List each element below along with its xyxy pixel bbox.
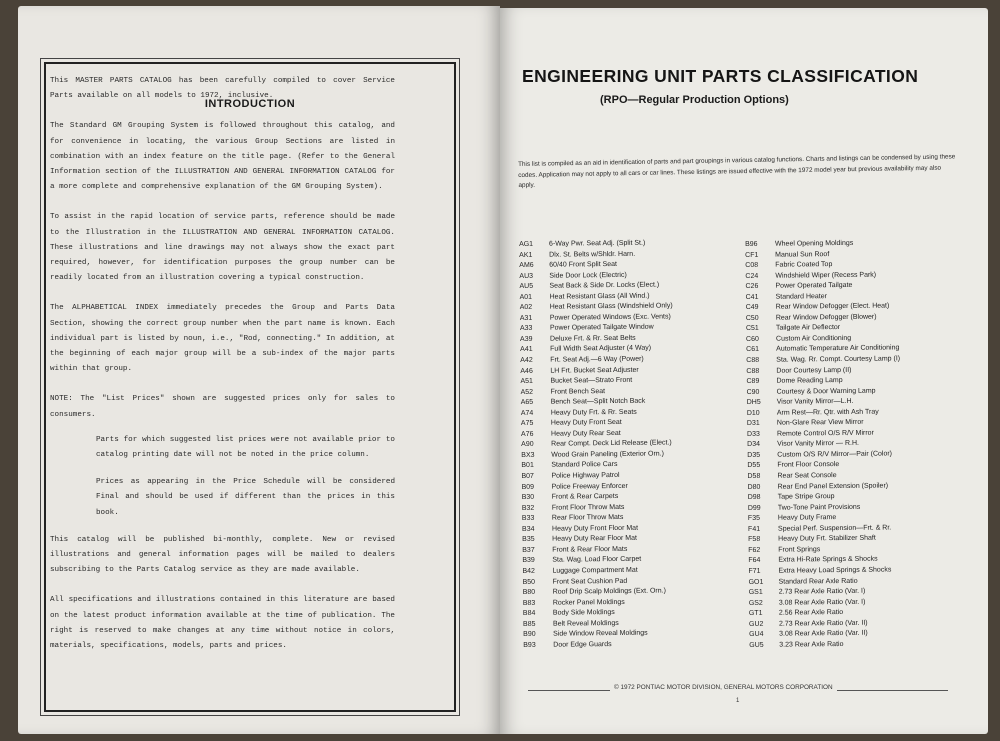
- rpo-description: Door Edge Guards: [553, 640, 612, 649]
- intro-paragraph: The ALPHABETICAL INDEX immediately precedes the Group and Parts Data Section, showing the correct group number when the part name is known. Each individual part is listed by noun, i.e., "Rod, connecting." In addition, at the beginning of each major group will be a sub-index of the major parts within that group.: [50, 304, 395, 374]
- rpo-description: Heavy Duty Frame: [777, 514, 837, 522]
- rpo-description: Front Seat Cushion Pad: [552, 577, 628, 586]
- intro-paragraph: This catalog will be published bi-monthly, complete. New or revised illustrations and general information pages will be mailed to dealers subscribing to the Parts Catalog service as they are made available.: [50, 535, 395, 575]
- note-detail: Prices as appearing in the Price Schedule will be considered Final and should be used if different than the prices in this book.: [96, 478, 395, 517]
- rpo-code: A46: [520, 367, 533, 375]
- rpo-description: Dome Reading Lamp: [776, 377, 843, 385]
- rpo-description: Power Operated Windows (Exc. Vents): [549, 313, 671, 322]
- rpo-code: C08: [745, 261, 759, 270]
- copyright-footer: © 1972 PONTIAC MOTOR DIVISION, GENERAL MOTORS CORPORATION: [610, 684, 837, 691]
- rpo-code: B85: [522, 620, 536, 628]
- rpo-description: Front Floor Console: [777, 461, 840, 470]
- introduction-text: [50, 74, 395, 669]
- rpo-description: Body Side Moldings: [552, 609, 615, 617]
- rpo-description: Wheel Opening Moldings: [775, 239, 854, 248]
- rpo-code: C51: [745, 325, 759, 333]
- rpo-code: AM6: [519, 261, 534, 270]
- rpo-description: Front & Rear Floor Mats: [552, 545, 628, 554]
- rpo-code: A65: [520, 399, 534, 407]
- rpo-description: LH Frt. Bucket Seat Adjuster: [550, 366, 639, 375]
- rpo-description: Heat Resistant Glass (All Wind.): [549, 292, 650, 301]
- rpo-description: Tailgate Air Deflector: [775, 324, 841, 333]
- rpo-code: C41: [745, 293, 759, 301]
- rpo-code: A90: [521, 441, 534, 449]
- rpo-description: Extra Heavy Load Springs & Shocks: [778, 566, 892, 575]
- rpo-code: F35: [747, 515, 761, 523]
- rpo-code: A74: [520, 409, 534, 417]
- rpo-code: A02: [519, 304, 533, 312]
- rpo-code: B35: [522, 536, 535, 544]
- rpo-description: Rear Window Defogger (Blower): [775, 313, 877, 322]
- rpo-description: Belt Reveal Moldings: [552, 619, 619, 628]
- rpo-code: C26: [745, 283, 759, 291]
- rpo-description: Sta. Wag. Rr. Compt. Courtesy Lamp (I): [776, 355, 901, 364]
- rpo-description: Police Freeway Enforcer: [551, 482, 628, 491]
- rpo-code: F64: [748, 557, 761, 565]
- rpo-description: Front Springs: [778, 546, 821, 554]
- rpo-description: Front Bench Seat: [550, 387, 606, 396]
- rpo-code: B01: [521, 462, 534, 470]
- rpo-description: 2.73 Rear Axle Ratio (Var. I): [778, 587, 866, 596]
- rpo-code: B39: [522, 557, 535, 565]
- intro-paragraph: This MASTER PARTS CATALOG has been carefully compiled to cover Service Parts available on all models to 1972, inclusive.: [50, 77, 395, 101]
- rpo-code: A31: [519, 314, 533, 322]
- rpo-description: Heat Resistant Glass (Windshield Only): [549, 302, 673, 311]
- rpo-description: 2.56 Rear Axle Ratio: [778, 609, 844, 617]
- rpo-description: Bucket Seat—Strato Front: [550, 376, 633, 385]
- rpo-code: A75: [520, 420, 534, 428]
- rpo-description: Side Door Lock (Electric): [549, 271, 627, 280]
- rpo-code: C50: [745, 314, 759, 322]
- rpo-description: Non-Glare Rear View Mirror: [776, 419, 864, 427]
- rpo-description: 3.08 Rear Axle Ratio (Var. I): [778, 598, 866, 607]
- rpo-code: D10: [746, 409, 760, 417]
- rpo-description: Side Window Reveal Moldings: [553, 629, 648, 638]
- rpo-code: B90: [523, 631, 536, 639]
- rpo-description: Standard Police Cars: [551, 461, 618, 470]
- rpo-code: C88: [746, 356, 760, 365]
- rpo-description: Standard Rear Axle Ratio: [778, 577, 858, 586]
- rpo-code: D55: [747, 462, 761, 470]
- rpo-code: B37: [522, 546, 535, 554]
- rpo-code: C89: [746, 377, 760, 386]
- rpo-description: Heavy Duty Rear Seat: [550, 429, 621, 438]
- rpo-code: B07: [521, 472, 534, 481]
- rpo-code: B33: [521, 515, 535, 523]
- rpo-code: C60: [746, 335, 759, 343]
- rpo-description: Door Courtesy Lamp (II): [776, 366, 852, 375]
- rpo-description: Custom O/S R/V Mirror—Pair (Color): [777, 450, 893, 459]
- rpo-code: B83: [522, 599, 536, 607]
- rpo-code: B42: [522, 567, 535, 575]
- rpo-description: Heavy Duty Frt. & Rr. Seats: [550, 408, 637, 417]
- rpo-description: Rear Seat Console: [777, 472, 837, 480]
- rpo-description: 3.23 Rear Axle Ratio: [779, 640, 844, 649]
- rpo-description: 2.73 Rear Axle Ratio (Var. II): [778, 619, 868, 628]
- parts-list-column-2: [745, 238, 969, 652]
- rpo-description: Deluxe Frt. & Rr. Seat Belts: [550, 334, 636, 343]
- rpo-description: Bench Seat—Split Notch Back: [550, 397, 646, 406]
- rpo-code: BX3: [521, 451, 535, 459]
- rpo-code: F41: [747, 525, 761, 533]
- rpo-description: Special Perf. Suspension—Frt. & Rr.: [777, 524, 892, 533]
- introduction-title: INTRODUCTION: [204, 98, 296, 110]
- rpo-code: GS1: [748, 588, 763, 597]
- rpo-description: Visor Vanity Mirror — R.H.: [777, 440, 859, 449]
- rpo-description: Luggage Compartment Mat: [552, 566, 638, 575]
- rpo-description: 6-Way Pwr. Seat Adj. (Split St.): [549, 239, 646, 248]
- rpo-description: Heavy Duty Frt. Stabilizer Shaft: [778, 534, 876, 543]
- intro-paragraph: The Standard GM Grouping System is followed throughout this catalog, and for convenience in locating, the various Group Sections are listed in combination with an index feature on the title page. (Refer to the General Information section of the ILLUSTRATION AND GENERAL INFORMATION CATALOG for a more complete and comprehensive explanation of the GM Grouping System).: [50, 122, 395, 192]
- rpo-code: D34: [747, 441, 761, 449]
- rpo-description: Remote Control O/S R/V Mirror: [776, 429, 874, 438]
- rpo-code: B09: [521, 483, 535, 491]
- list-prices-note: NOTE: The "List Prices" shown are suggested prices only for sales to consumers.: [50, 395, 395, 419]
- rpo-description: Extra Hi-Rate Springs & Shocks: [778, 556, 878, 565]
- rpo-description: Roof Drip Scalp Moldings (Ext. Orn.): [552, 587, 666, 596]
- rpo-description: Rocker Panel Moldings: [552, 598, 625, 607]
- rpo-code: AK1: [519, 251, 533, 259]
- rpo-code: GU4: [749, 631, 764, 639]
- rpo-code: DH5: [746, 399, 761, 407]
- rpo-description: Heavy Duty Rear Floor Mat: [552, 535, 637, 543]
- rpo-description: Rear Window Defogger (Elect. Heat): [775, 302, 890, 311]
- rpo-code: GU2: [748, 620, 764, 628]
- rpo-code: A76: [520, 430, 534, 438]
- rpo-description: Rear End Panel Extension (Spoiler): [777, 482, 889, 491]
- rpo-description: Full Width Seat Adjuster (4 Way): [550, 345, 652, 354]
- rpo-code: D33: [746, 430, 760, 438]
- rpo-code: A52: [520, 388, 534, 396]
- rpo-description: Standard Heater: [775, 292, 828, 301]
- rpo-description: Front & Rear Carpets: [551, 493, 619, 501]
- rpo-code: C61: [746, 346, 760, 354]
- rpo-description: Visor Vanity Mirror—L.H.: [776, 398, 854, 406]
- rpo-code: B30: [521, 493, 535, 502]
- rpo-code: A41: [520, 346, 533, 354]
- rpo-code: GU5: [749, 641, 764, 649]
- rpo-code: CF1: [745, 251, 759, 259]
- rpo-code: A51: [520, 377, 533, 386]
- rpo-code: A39: [520, 335, 533, 343]
- intro-paragraph: To assist in the rapid location of service parts, reference should be made to the Illustration in the ILLUSTRATION AND GENERAL INFORMATION CATALOG. These illustrations and line drawings may not always show the exact part required, however, for identification purposes the group number can be readily located from an illustration covering a typical construction.: [50, 213, 395, 283]
- rpo-code: B84: [522, 609, 536, 618]
- rpo-code: AU5: [519, 283, 534, 291]
- rpo-description: Two-Tone Paint Provisions: [777, 503, 861, 512]
- page-number: 1: [736, 698, 740, 704]
- rpo-code: B93: [523, 641, 536, 649]
- rpo-code: B80: [522, 588, 536, 597]
- rpo-code: A01: [519, 293, 533, 301]
- rpo-code: AU3: [519, 272, 534, 280]
- rpo-code: D99: [747, 504, 761, 512]
- rpo-code: D58: [747, 472, 761, 481]
- rpo-code: C49: [745, 304, 759, 312]
- rpo-description: Dlx. St. Belts w/Shldr. Harn.: [549, 250, 636, 259]
- rpo-description: Windshield Wiper (Recess Park): [775, 271, 877, 280]
- parts-list-column-1: [519, 238, 758, 652]
- rpo-code: GS2: [748, 599, 763, 607]
- rpo-description: 60/40 Front Split Seat: [549, 261, 618, 269]
- rpo-description: Police Highway Patrol: [551, 471, 620, 480]
- engineering-subtitle: (RPO—Regular Production Options): [600, 94, 789, 106]
- rpo-description: Rear Compt. Deck Lid Release (Elect.): [551, 439, 672, 449]
- rpo-code: D31: [746, 420, 760, 428]
- engineering-description: This list is compiled as an aid in identification of parts and part groupings in various catalog functions. Charts and listings can be condensed by using these codes. Application may not apply to all cars or car lines. These listings are issued effective with the 1972 model year but previous availability may also apply.: [518, 153, 956, 189]
- rpo-description: Heavy Duty Front Seat: [550, 419, 622, 427]
- rpo-description: Manual Sun Roof: [775, 250, 830, 259]
- note-detail: Parts for which suggested list prices were not available prior to catalog printing date will not be noted in the price column.: [96, 435, 395, 460]
- rpo-description: 3.08 Rear Axle Ratio (Var. II): [779, 629, 868, 638]
- rpo-code: C24: [745, 272, 759, 280]
- rpo-description: Wood Grain Paneling (Exterior Orn.): [551, 450, 664, 459]
- rpo-code: C88: [746, 367, 760, 375]
- rpo-description: Fabric Coated Top: [775, 261, 833, 269]
- rpo-code: GT1: [748, 609, 763, 618]
- rpo-description: Automatic Temperature Air Conditioning: [776, 344, 900, 354]
- rpo-code: F62: [748, 546, 761, 554]
- rpo-code: D35: [747, 451, 761, 459]
- rpo-code: F71: [748, 567, 761, 575]
- rpo-code: B50: [522, 578, 536, 586]
- rpo-description: Tape Stripe Group: [777, 493, 835, 501]
- rpo-description: Courtesy & Door Warning Lamp: [776, 387, 876, 396]
- rpo-code: B96: [745, 240, 758, 248]
- rpo-description: Power Operated Tailgate: [775, 282, 853, 290]
- rpo-code: D98: [747, 493, 761, 502]
- rpo-description: Rear Floor Throw Mats: [551, 514, 624, 522]
- rpo-description: Heavy Duty Front Floor Mat: [551, 524, 639, 533]
- rpo-description: Sta. Wag. Load Floor Carpet: [552, 556, 642, 565]
- rpo-description: Power Operated Tailgate Window: [549, 323, 654, 333]
- rpo-description: Seat Back & Side Dr. Locks (Elect.): [549, 281, 660, 290]
- rpo-code: D80: [747, 483, 761, 491]
- rpo-code: C90: [746, 388, 760, 396]
- rpo-code: B34: [521, 525, 535, 533]
- engineering-title: ENGINEERING UNIT PARTS CLASSIFICATION: [522, 66, 919, 86]
- intro-paragraph: All specifications and illustrations contained in this literature are based on the latest product information available at the time of publication. The right is reserved to make changes at any time without notice in colors, materials, specifications, models, parts and prices.: [50, 596, 395, 651]
- rpo-code: GO1: [748, 578, 764, 586]
- rpo-code: A42: [520, 356, 533, 365]
- rpo-description: Front Floor Throw Mats: [551, 503, 625, 512]
- rpo-code: B32: [521, 504, 535, 512]
- rpo-code: A33: [519, 325, 533, 333]
- rpo-description: Arm Rest—Rr. Qtr. with Ash Tray: [776, 408, 879, 417]
- rpo-code: AG1: [519, 240, 534, 248]
- rpo-description: Frt. Seat Adj.—6 Way (Power): [550, 355, 644, 364]
- rpo-description: Custom Air Conditioning: [776, 334, 852, 343]
- rpo-code: F58: [748, 536, 761, 544]
